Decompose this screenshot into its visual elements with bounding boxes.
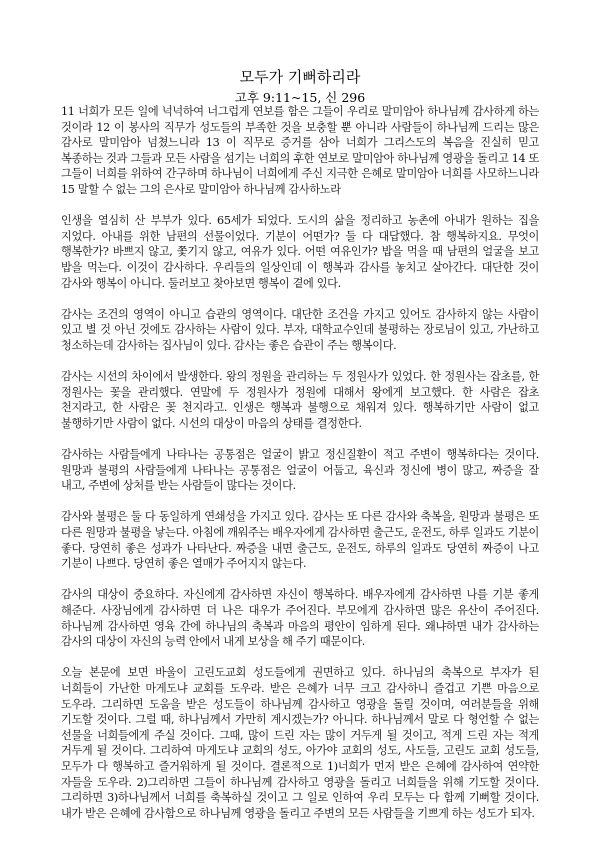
body-paragraph: 인생을 열심히 산 부부가 있다. 65세가 되었다. 도시의 삶을 정리하고 농촌에 아내가 원하는 집을 지었다. 아내를 위한 남편의 선물이었다. 기분이 어떤가? 둘 다 대답했다. 참 행복하지요. 무엇이 행복한가? 바쁘지 않고, 쫓기지 않고, 여유가 있다. 어떤 여유인가? 밥을 먹을 때 남편의 얼굴을 보고 밥을 먹는다. 이것이 감사하다. 우리들의 일상인데 이 행복과 감사를 놓치고 살아간다. 대단한 것이 감사와 행복이 아니다. 둘러보고 찾아보면 행복이 곁에 있다.: [61, 214, 539, 290]
scripture-reference: 고후 9:11~15, 신 296: [234, 90, 366, 105]
body-paragraph: 오늘 본문에 보면 바울이 고린도교회 성도들에게 권면하고 있다. 하나님의 축복으로 부자가 된 너희들이 가난한 마게도냐 교회를 도우라. 받은 은혜가 너무 크고 감사하니 즐겁고 기쁜 마음으로 도우라. 그리하면 도움을 받은 성도들이 하나님께 감사하고 영광을 돌릴 것이며, 여러분들을 위해 기도할 것이다. 그럴 때, 하나님께서 가만히 계시겠는가? 아니다. 하나님께서 말로 다 형언할 수 없는 선물을 너희들에게 주실 것이다. 그때, 많이 드린 자는 많이 거두게 될 것이고, 적게 드린 자는 적게 거두게 될 것이다. 그리하여 마게도냐 교회의 성도, 아가야 교회의 성도, 사도들, 고린도 교회 성도들, 모두가 다 행복하고 즐거워하게 될 것이다. 결론적으로 1)너희가 먼저 받은 은혜에 감사하여 연약한 자들을 도우라. 2)그리하면 그들이 하나님께 감사하고 영광을 돌리고 너희들을 위해 기도할 것이다. 그리하면 3)하나님께서 너희를 축복하실 것이고 그 일로 인하여 우리 모두는 다 함께 기뻐할 것이다. 내가 받은 은혜에 감사함으로 하나님께 영광을 돌리고 주변의 모든 사람들을 기쁘게 하는 성도가 되자.: [61, 666, 539, 820]
body-paragraph: 감사는 조건의 영역이 아니고 습관의 영역이다. 대단한 조건을 가지고 있어도 감사하지 않는 사람이 있고 별 것 아닌 것에도 감사하는 사람이 있다. 부자, 대학교수인데 불평하는 장로님이 있고, 가난하고 청소하는데 감사하는 집사님이 있다. 감사는 좋은 습관이 주는 행복이다.: [61, 307, 539, 352]
page-title: 모두가 기뻐하리라: [239, 68, 361, 86]
body-paragraph: 감사의 대상이 중요하다. 자신에게 감사하면 자신이 행복하다. 배우자에게 감사하면 나를 기분 좋게 해준다. 사장님에게 감사하면 더 나은 대우가 주어진다. 부모에게 감사하면 많은 유산이 주어진다. 하나님께 감사하면 영육 간에 하나님의 축복과 마음의 평안이 임하게 된다. 왜냐하면 내가 감사하는 감사의 대상이 자신의 능력 안에서 내게 보상을 해 주기 때문이다.: [61, 588, 539, 649]
document-body: [61, 104, 539, 821]
scripture-paragraph: 11 너희가 모든 일에 넉넉하여 너그럽게 연보를 함은 그들이 우리로 말미암아 하나님께 감사하게 하는 것이라 12 이 봉사의 직무가 성도들의 부족한 것을 보충할 뿐 아니라 사람들이 하나님께 드리는 많은 감사로 말미암아 넘쳤느니라 13 이 직무로 증거를 삼아 너희가 그리스도의 복음을 진실히 믿고 복종하는 것과 그들과 모든 사람을 섬기는 너희의 후한 연보로 말미암아 하나님께 영광을 돌리고 14 또 그들이 너희를 위하여 간구하며 하나님이 너희에게 주신 지극한 은혜로 말미암아 너희를 사모하느니라 15 말할 수 없는 그의 은사로 말미암아 하나님께 감사하노라: [61, 105, 539, 196]
body-paragraph: 감사는 시선의 차이에서 발생한다. 왕의 정원을 관리하는 두 정원사가 있었다. 한 정원사는 잡초를, 한 정원사는 꽃을 관리했다. 연말에 두 정원사가 정원에 대해서 왕에게 보고했다. 한 사람은 잡초 천지라고, 한 사람은 꽃 천지라고. 인생은 행복과 불행으로 채워져 있다. 행복하기만 사람이 없고 불행하기만 사람이 없다. 시선의 대상이 마음의 상태를 결정한다.: [61, 370, 539, 430]
body-paragraph: 감사하는 사람들에게 나타나는 공통점은 얼굴이 밝고 정신질환이 적고 주변이 행복하다는 것이다. 원망과 불평의 사람들에게 나타나는 공통점은 얼굴이 어둡고, 육신과 정신에 병이 많고, 짜증을 잘 내고, 주변에 상처를 받는 사람들이 많다는 것이다.: [61, 448, 539, 493]
body-paragraph: 감사와 불평은 둘 다 동일하게 연쇄성을 가지고 있다. 감사는 또 다른 감사와 축복을, 원망과 불평은 또 다른 원망과 불평을 낳는다. 아침에 깨워주는 배우자에게 감사하면 출근도, 운전도, 하루 일과도 기분이 좋다. 당연히 좋은 성과가 나타난다. 짜증을 내면 출근도, 운전도, 하루의 일과도 당연히 짜증이 나고 기분이 나쁘다. 당연히 좋은 열매가 주어지지 않는다.: [61, 510, 539, 571]
